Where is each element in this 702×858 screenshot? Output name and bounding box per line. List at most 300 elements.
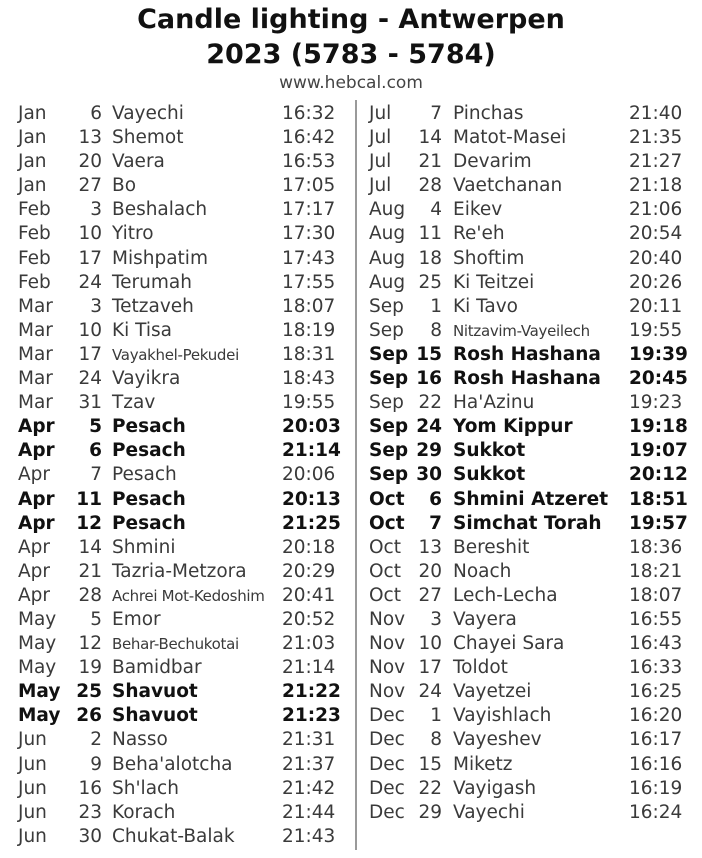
row-month: Dec	[369, 729, 405, 751]
row-parasha-name: Sukkot	[453, 464, 526, 486]
row-day: 20	[78, 151, 102, 173]
row-parasha-name: Toldot	[453, 657, 508, 679]
schedule-row	[351, 608, 702, 632]
row-candle-time: 19:07	[629, 440, 688, 462]
row-parasha-name: Emor	[112, 608, 161, 630]
row-parasha-name: Pesach	[112, 440, 186, 462]
row-candle-time: 18:51	[629, 488, 688, 510]
row-day: 10	[78, 319, 102, 341]
row-parasha-name: Ki Tavo	[453, 295, 518, 317]
row-parasha-name: Sh'lach	[112, 777, 179, 799]
schedule-row	[0, 728, 351, 752]
row-day: 6	[89, 440, 102, 462]
row-day: 11	[418, 223, 442, 245]
row-candle-time: 21:06	[629, 199, 683, 221]
row-day: 1	[430, 705, 442, 727]
row-month: Apr	[18, 560, 51, 582]
row-parasha-name: Tetzaveh	[112, 295, 194, 317]
schedule-row	[0, 271, 351, 295]
schedule-row	[0, 295, 351, 319]
row-day: 16	[416, 368, 442, 390]
row-day: 10	[78, 223, 102, 245]
row-day: 24	[78, 368, 102, 390]
row-month: Mar	[18, 368, 53, 390]
row-day: 29	[416, 440, 442, 462]
row-parasha-name: Vayetzei	[453, 681, 532, 703]
row-parasha-name: Vayikra	[112, 368, 181, 390]
row-parasha-name: Ha'Azinu	[453, 392, 535, 414]
row-day: 8	[430, 319, 442, 341]
row-parasha-name: Noach	[453, 560, 512, 582]
row-parasha-name: Shmini Atzeret	[453, 488, 609, 510]
right-column	[351, 102, 702, 825]
row-parasha-name: Bereshit	[453, 536, 530, 558]
row-parasha-name: Simchat Torah	[453, 512, 602, 534]
row-candle-time: 18:07	[629, 584, 683, 606]
row-month: Jul	[369, 151, 392, 173]
row-day: 17	[418, 657, 442, 679]
schedule-row	[351, 247, 702, 271]
row-parasha-name: Tazria-Metzora	[112, 560, 247, 582]
row-parasha-name: Re'eh	[453, 223, 505, 245]
row-candle-time: 17:30	[282, 223, 336, 245]
row-day: 26	[76, 705, 102, 727]
row-day: 5	[89, 416, 102, 438]
row-month: Oct	[369, 512, 405, 534]
row-parasha-name: Yitro	[112, 223, 154, 245]
row-candle-time: 21:40	[629, 103, 683, 124]
row-candle-time: 18:36	[629, 536, 683, 558]
schedule-row	[0, 825, 351, 849]
row-day: 13	[78, 127, 102, 149]
row-day: 14	[78, 536, 102, 558]
row-parasha-name: Vayakhel-Pekudei	[112, 345, 239, 364]
row-day: 24	[418, 681, 442, 703]
row-candle-time: 17:55	[282, 271, 336, 293]
row-candle-time: 18:07	[282, 295, 336, 317]
row-candle-time: 17:17	[282, 199, 336, 221]
schedule-row	[0, 488, 351, 512]
row-parasha-name: Bo	[112, 175, 137, 197]
schedule-row	[351, 439, 702, 463]
row-day: 28	[418, 175, 442, 197]
row-candle-time: 16:17	[629, 729, 683, 751]
schedule-row	[351, 343, 702, 367]
schedule-row	[0, 174, 351, 198]
row-month: Apr	[18, 536, 51, 558]
row-month: Sep	[369, 464, 409, 486]
schedule-row	[351, 584, 702, 608]
row-candle-time: 19:39	[629, 343, 688, 365]
row-day: 1	[430, 295, 442, 317]
row-parasha-name: Vayigash	[453, 777, 537, 799]
schedule-row	[0, 608, 351, 632]
page-title: Candle lighting - Antwerpen	[137, 4, 565, 35]
row-parasha-name: Shmini	[112, 536, 176, 558]
row-day: 12	[76, 512, 102, 534]
row-day: 14	[418, 127, 442, 149]
row-month: Oct	[369, 584, 401, 606]
row-candle-time: 16:43	[629, 633, 683, 655]
schedule-row	[0, 777, 351, 801]
row-month: Mar	[18, 392, 53, 414]
row-parasha-name: Eikev	[453, 199, 503, 221]
row-month: Dec	[369, 777, 405, 799]
row-candle-time: 20:06	[282, 464, 336, 486]
row-candle-time: 20:18	[282, 536, 336, 558]
schedule-row	[0, 632, 351, 656]
row-candle-time: 20:41	[282, 584, 336, 606]
schedule-row	[351, 367, 702, 391]
schedule-row	[351, 198, 702, 222]
row-month: Jul	[369, 175, 392, 197]
row-candle-time: 21:43	[282, 825, 336, 847]
row-candle-time: 21:31	[282, 729, 336, 751]
row-day: 5	[90, 608, 102, 630]
row-candle-time: 18:31	[282, 343, 336, 365]
row-day: 29	[418, 801, 442, 823]
row-month: Jul	[369, 103, 392, 124]
schedule-row	[0, 150, 351, 174]
row-month: Nov	[369, 608, 406, 630]
row-day: 30	[416, 464, 442, 486]
row-parasha-name: Vayeshev	[453, 729, 542, 751]
schedule-row	[351, 704, 702, 728]
schedule-row	[0, 102, 351, 126]
row-month: Oct	[369, 488, 405, 510]
row-month: Jun	[18, 729, 47, 751]
row-candle-time: 20:45	[629, 368, 688, 390]
row-day: 2	[90, 729, 102, 751]
row-month: Dec	[369, 705, 405, 727]
row-parasha-name: Pesach	[112, 512, 186, 534]
row-candle-time: 17:43	[282, 247, 336, 269]
row-parasha-name: Tzav	[112, 392, 156, 414]
schedule-row	[351, 728, 702, 752]
schedule-row	[0, 126, 351, 150]
row-candle-time: 19:18	[629, 416, 688, 438]
schedule-row	[0, 536, 351, 560]
row-month: Jan	[18, 127, 47, 149]
row-day: 17	[78, 247, 102, 269]
row-day: 18	[418, 247, 442, 269]
row-month: Dec	[369, 801, 405, 823]
page-subtitle-years: 2023 (5783 - 5784)	[206, 39, 496, 70]
row-parasha-name: Bamidbar	[112, 657, 202, 679]
row-parasha-name: Pesach	[112, 416, 186, 438]
row-candle-time: 16:16	[629, 753, 683, 775]
row-day: 7	[430, 103, 442, 124]
row-month: Jun	[18, 825, 47, 847]
row-parasha-name: Rosh Hashana	[453, 343, 601, 365]
row-candle-time: 21:44	[282, 801, 336, 823]
schedule-row	[0, 584, 351, 608]
row-month: May	[18, 681, 61, 703]
row-candle-time: 21:27	[629, 151, 683, 173]
schedule-row	[0, 415, 351, 439]
row-month: Mar	[18, 319, 53, 341]
row-day: 21	[78, 560, 102, 582]
row-day: 27	[418, 584, 442, 606]
row-month: Sep	[369, 295, 404, 317]
row-day: 13	[418, 536, 442, 558]
schedule-row	[351, 222, 702, 246]
row-month: Sep	[369, 368, 409, 390]
row-month: Feb	[18, 247, 51, 269]
row-candle-time: 21:03	[282, 633, 336, 655]
row-month: Mar	[18, 343, 53, 365]
row-parasha-name: Matot-Masei	[453, 127, 567, 149]
row-candle-time: 19:55	[282, 392, 336, 414]
schedule-row	[0, 801, 351, 825]
schedule-row	[0, 319, 351, 343]
row-month: Dec	[369, 753, 405, 775]
row-parasha-name: Miketz	[453, 753, 513, 775]
row-parasha-name: Ki Tisa	[112, 319, 172, 341]
row-day: 31	[78, 392, 102, 414]
row-candle-time: 20:54	[629, 223, 683, 245]
row-day: 7	[90, 464, 102, 486]
row-candle-time: 16:42	[282, 127, 336, 149]
row-parasha-name: Devarim	[453, 151, 532, 173]
row-month: Aug	[369, 271, 406, 293]
row-month: Jan	[18, 103, 47, 124]
row-month: Aug	[369, 223, 406, 245]
schedule-row	[351, 463, 702, 487]
row-month: Jan	[18, 151, 47, 173]
row-month: Nov	[369, 657, 406, 679]
site-url: www.hebcal.com	[279, 73, 423, 93]
schedule-row	[351, 560, 702, 584]
schedule-row	[0, 704, 351, 728]
row-candle-time: 17:05	[282, 175, 336, 197]
row-parasha-name: Shavuot	[112, 681, 198, 703]
row-candle-time: 21:25	[282, 512, 341, 534]
row-parasha-name: Pesach	[112, 464, 177, 486]
row-month: Sep	[369, 343, 409, 365]
row-month: May	[18, 657, 57, 679]
row-month: Feb	[18, 223, 51, 245]
row-day: 7	[429, 512, 442, 534]
row-day: 12	[78, 633, 102, 655]
row-month: Oct	[369, 536, 401, 558]
row-day: 17	[78, 343, 102, 365]
schedule-row	[0, 656, 351, 680]
row-candle-time: 21:37	[282, 753, 336, 775]
row-day: 3	[430, 608, 442, 630]
schedule-row	[351, 536, 702, 560]
schedule-row	[0, 753, 351, 777]
row-parasha-name: Vaera	[112, 151, 165, 173]
row-day: 9	[90, 753, 102, 775]
row-candle-time: 20:03	[282, 416, 341, 438]
schedule-row	[0, 391, 351, 415]
row-day: 6	[429, 488, 442, 510]
row-month: Jun	[18, 753, 47, 775]
row-month: Oct	[369, 560, 401, 582]
row-month: Apr	[18, 440, 55, 462]
row-parasha-name: Vaetchanan	[453, 175, 563, 197]
row-candle-time: 20:12	[629, 464, 688, 486]
row-month: May	[18, 633, 57, 655]
row-parasha-name: Mishpatim	[112, 247, 208, 269]
row-day: 4	[430, 199, 442, 221]
row-day: 20	[418, 560, 442, 582]
schedule-row	[351, 512, 702, 536]
row-candle-time: 16:33	[629, 657, 683, 679]
schedule-row	[0, 560, 351, 584]
row-day: 16	[78, 777, 102, 799]
schedule-row	[0, 343, 351, 367]
row-day: 27	[78, 175, 102, 197]
row-candle-time: 21:14	[282, 440, 341, 462]
row-day: 10	[418, 633, 442, 655]
row-parasha-name: Vayera	[453, 608, 517, 630]
row-parasha-name: Shoftim	[453, 247, 525, 269]
row-month: Apr	[18, 488, 55, 510]
row-parasha-name: Vayishlach	[453, 705, 552, 727]
row-month: May	[18, 705, 61, 727]
schedule-row	[0, 512, 351, 536]
row-candle-time: 18:19	[282, 319, 336, 341]
schedule-row	[0, 222, 351, 246]
row-parasha-name: Vayechi	[112, 103, 184, 124]
left-column	[0, 102, 351, 849]
row-candle-time: 19:55	[629, 319, 683, 341]
row-candle-time: 21:22	[282, 681, 341, 703]
row-parasha-name: Ki Teitzei	[453, 271, 535, 293]
row-month: Sep	[369, 392, 404, 414]
row-candle-time: 16:19	[629, 777, 683, 799]
row-day: 24	[78, 271, 102, 293]
schedule-row	[351, 801, 702, 825]
row-day: 15	[418, 753, 442, 775]
schedule-row	[0, 439, 351, 463]
row-parasha-name: Shavuot	[112, 705, 198, 727]
row-month: Nov	[369, 633, 406, 655]
row-candle-time: 20:11	[629, 295, 683, 317]
schedule-row	[351, 295, 702, 319]
row-month: Feb	[18, 199, 51, 221]
schedule-row	[351, 656, 702, 680]
row-candle-time: 16:55	[629, 608, 683, 630]
schedule-row	[351, 632, 702, 656]
row-candle-time: 19:23	[629, 392, 683, 414]
row-month: Jul	[369, 127, 392, 149]
row-parasha-name: Beha'alotcha	[112, 753, 233, 775]
row-day: 28	[78, 584, 102, 606]
row-parasha-name: Achrei Mot-Kedoshim	[112, 586, 265, 605]
row-month: Sep	[369, 319, 404, 341]
schedule-row	[351, 753, 702, 777]
row-day: 22	[418, 777, 442, 799]
row-month: Aug	[369, 199, 406, 221]
row-candle-time: 16:25	[629, 681, 683, 703]
row-candle-time: 18:43	[282, 368, 336, 390]
schedule-row	[351, 102, 702, 126]
schedule-row	[0, 198, 351, 222]
row-candle-time: 20:52	[282, 608, 336, 630]
schedule-row	[351, 271, 702, 295]
row-parasha-name: Behar-Bechukotai	[112, 635, 239, 654]
row-month: Mar	[18, 295, 53, 317]
row-month: Jun	[18, 801, 47, 823]
schedule-row	[0, 367, 351, 391]
row-parasha-name: Pesach	[112, 488, 186, 510]
row-day: 11	[76, 488, 102, 510]
row-month: Apr	[18, 512, 55, 534]
schedule-row	[0, 463, 351, 487]
row-parasha-name: Yom Kippur	[453, 416, 573, 438]
row-day: 22	[418, 392, 442, 414]
schedule-row	[351, 488, 702, 512]
row-month: Feb	[18, 271, 51, 293]
row-candle-time: 16:53	[282, 151, 336, 173]
row-candle-time: 21:23	[282, 705, 341, 727]
row-parasha-name: Nitzavim-Vayeilech	[453, 321, 590, 340]
row-day: 3	[90, 295, 102, 317]
row-parasha-name: Lech-Lecha	[453, 584, 558, 606]
row-parasha-name: Pinchas	[453, 103, 524, 124]
schedule-row	[351, 391, 702, 415]
row-parasha-name: Chukat-Balak	[112, 825, 235, 847]
row-day: 15	[416, 343, 442, 365]
row-candle-time: 16:24	[629, 801, 683, 823]
row-candle-time: 20:13	[282, 488, 341, 510]
row-candle-time: 16:32	[282, 103, 336, 124]
row-day: 6	[90, 103, 102, 124]
row-day: 25	[76, 681, 102, 703]
schedule-row	[351, 150, 702, 174]
row-parasha-name: Terumah	[112, 271, 192, 293]
row-day: 3	[90, 199, 102, 221]
row-day: 8	[430, 729, 442, 751]
row-month: Sep	[369, 416, 409, 438]
row-month: Sep	[369, 440, 409, 462]
row-month: Jan	[18, 175, 47, 197]
row-day: 21	[418, 151, 442, 173]
schedule-row	[0, 247, 351, 271]
row-parasha-name: Korach	[112, 801, 176, 823]
row-month: Apr	[18, 464, 51, 486]
row-candle-time: 21:35	[629, 127, 683, 149]
row-month: Aug	[369, 247, 406, 269]
row-parasha-name: Shemot	[112, 127, 184, 149]
schedule-row	[0, 680, 351, 704]
row-month: Apr	[18, 584, 51, 606]
row-parasha-name: Vayechi	[453, 801, 525, 823]
row-candle-time: 20:29	[282, 560, 336, 582]
row-candle-time: 18:21	[629, 560, 683, 582]
row-candle-time: 20:26	[629, 271, 683, 293]
row-month: Jun	[18, 777, 47, 799]
schedule-row	[351, 126, 702, 150]
row-day: 23	[78, 801, 102, 823]
row-candle-time: 20:40	[629, 247, 683, 269]
row-day: 25	[418, 271, 442, 293]
row-parasha-name: Nasso	[112, 729, 168, 751]
row-month: May	[18, 608, 57, 630]
row-parasha-name: Chayei Sara	[453, 633, 565, 655]
row-day: 30	[78, 825, 102, 847]
row-parasha-name: Rosh Hashana	[453, 368, 601, 390]
row-candle-time: 21:14	[282, 657, 336, 679]
row-parasha-name: Beshalach	[112, 199, 208, 221]
row-candle-time: 21:18	[629, 175, 683, 197]
row-day: 19	[78, 657, 102, 679]
row-day: 24	[416, 416, 442, 438]
row-month: Apr	[18, 416, 55, 438]
